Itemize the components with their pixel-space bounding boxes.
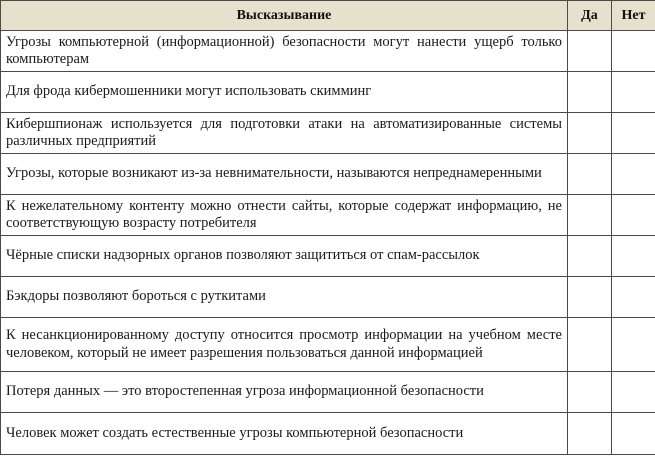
yes-answer-cell[interactable] — [568, 72, 612, 113]
yes-answer-cell[interactable] — [568, 413, 612, 455]
table-row — [1, 195, 655, 236]
yes-answer-cell[interactable] — [568, 277, 612, 318]
table-row — [1, 31, 655, 72]
statement-cell: Бэкдоры позволяют бороться с руткитами — [1, 277, 568, 318]
table-row — [1, 72, 655, 113]
table-header-row — [1, 1, 655, 31]
yes-answer-cell[interactable] — [568, 236, 612, 277]
no-answer-cell[interactable] — [612, 195, 655, 236]
no-answer-cell[interactable] — [612, 372, 655, 413]
header-yes: Да — [568, 1, 612, 31]
no-answer-cell[interactable] — [612, 413, 655, 455]
yes-answer-cell[interactable] — [568, 318, 612, 372]
yes-answer-cell[interactable] — [568, 113, 612, 154]
no-answer-cell[interactable] — [612, 154, 655, 195]
no-answer-cell[interactable] — [612, 113, 655, 154]
statement-cell: Угрозы компьютерной (информационной) безопасности могут нанести ущерб только компьютерам — [1, 31, 568, 72]
statement-cell: Для фрода кибермошенники могут использовать скимминг — [1, 72, 568, 113]
header-no: Нет — [612, 1, 655, 31]
statement-cell: Чёрные списки надзорных органов позволяют защититься от спам-рассылок — [1, 236, 568, 277]
statement-cell: Потеря данных — это второстепенная угроза информационной безопасности — [1, 372, 568, 413]
no-answer-cell[interactable] — [612, 318, 655, 372]
table-row — [1, 413, 655, 455]
no-answer-cell[interactable] — [612, 72, 655, 113]
table-row — [1, 154, 655, 195]
table-row — [1, 236, 655, 277]
no-answer-cell[interactable] — [612, 31, 655, 72]
yes-answer-cell[interactable] — [568, 372, 612, 413]
statement-cell: К несанкционированному доступу относится просмотр информации на учебном месте человеком, который не имеет разрешения пользоваться данной информацией — [1, 318, 568, 372]
statement-cell: К нежелательному контенту можно отнести сайты, которые содержат информацию, не соответствующую возрасту потребителя — [1, 195, 568, 236]
table-row — [1, 277, 655, 318]
table-row — [1, 372, 655, 413]
yes-answer-cell[interactable] — [568, 154, 612, 195]
table-row — [1, 113, 655, 154]
header-statement: Высказывание — [1, 1, 568, 31]
statement-cell: Кибершпионаж используется для подготовки атаки на автоматизированные системы различных предприятий — [1, 113, 568, 154]
yes-answer-cell[interactable] — [568, 31, 612, 72]
table-row — [1, 318, 655, 372]
no-answer-cell[interactable] — [612, 236, 655, 277]
no-answer-cell[interactable] — [612, 277, 655, 318]
statement-cell: Угрозы, которые возникают из-за невнимательности, называются непреднамеренными — [1, 154, 568, 195]
statement-cell: Человек может создать естественные угрозы компьютерной безопасности — [1, 413, 568, 455]
yes-answer-cell[interactable] — [568, 195, 612, 236]
